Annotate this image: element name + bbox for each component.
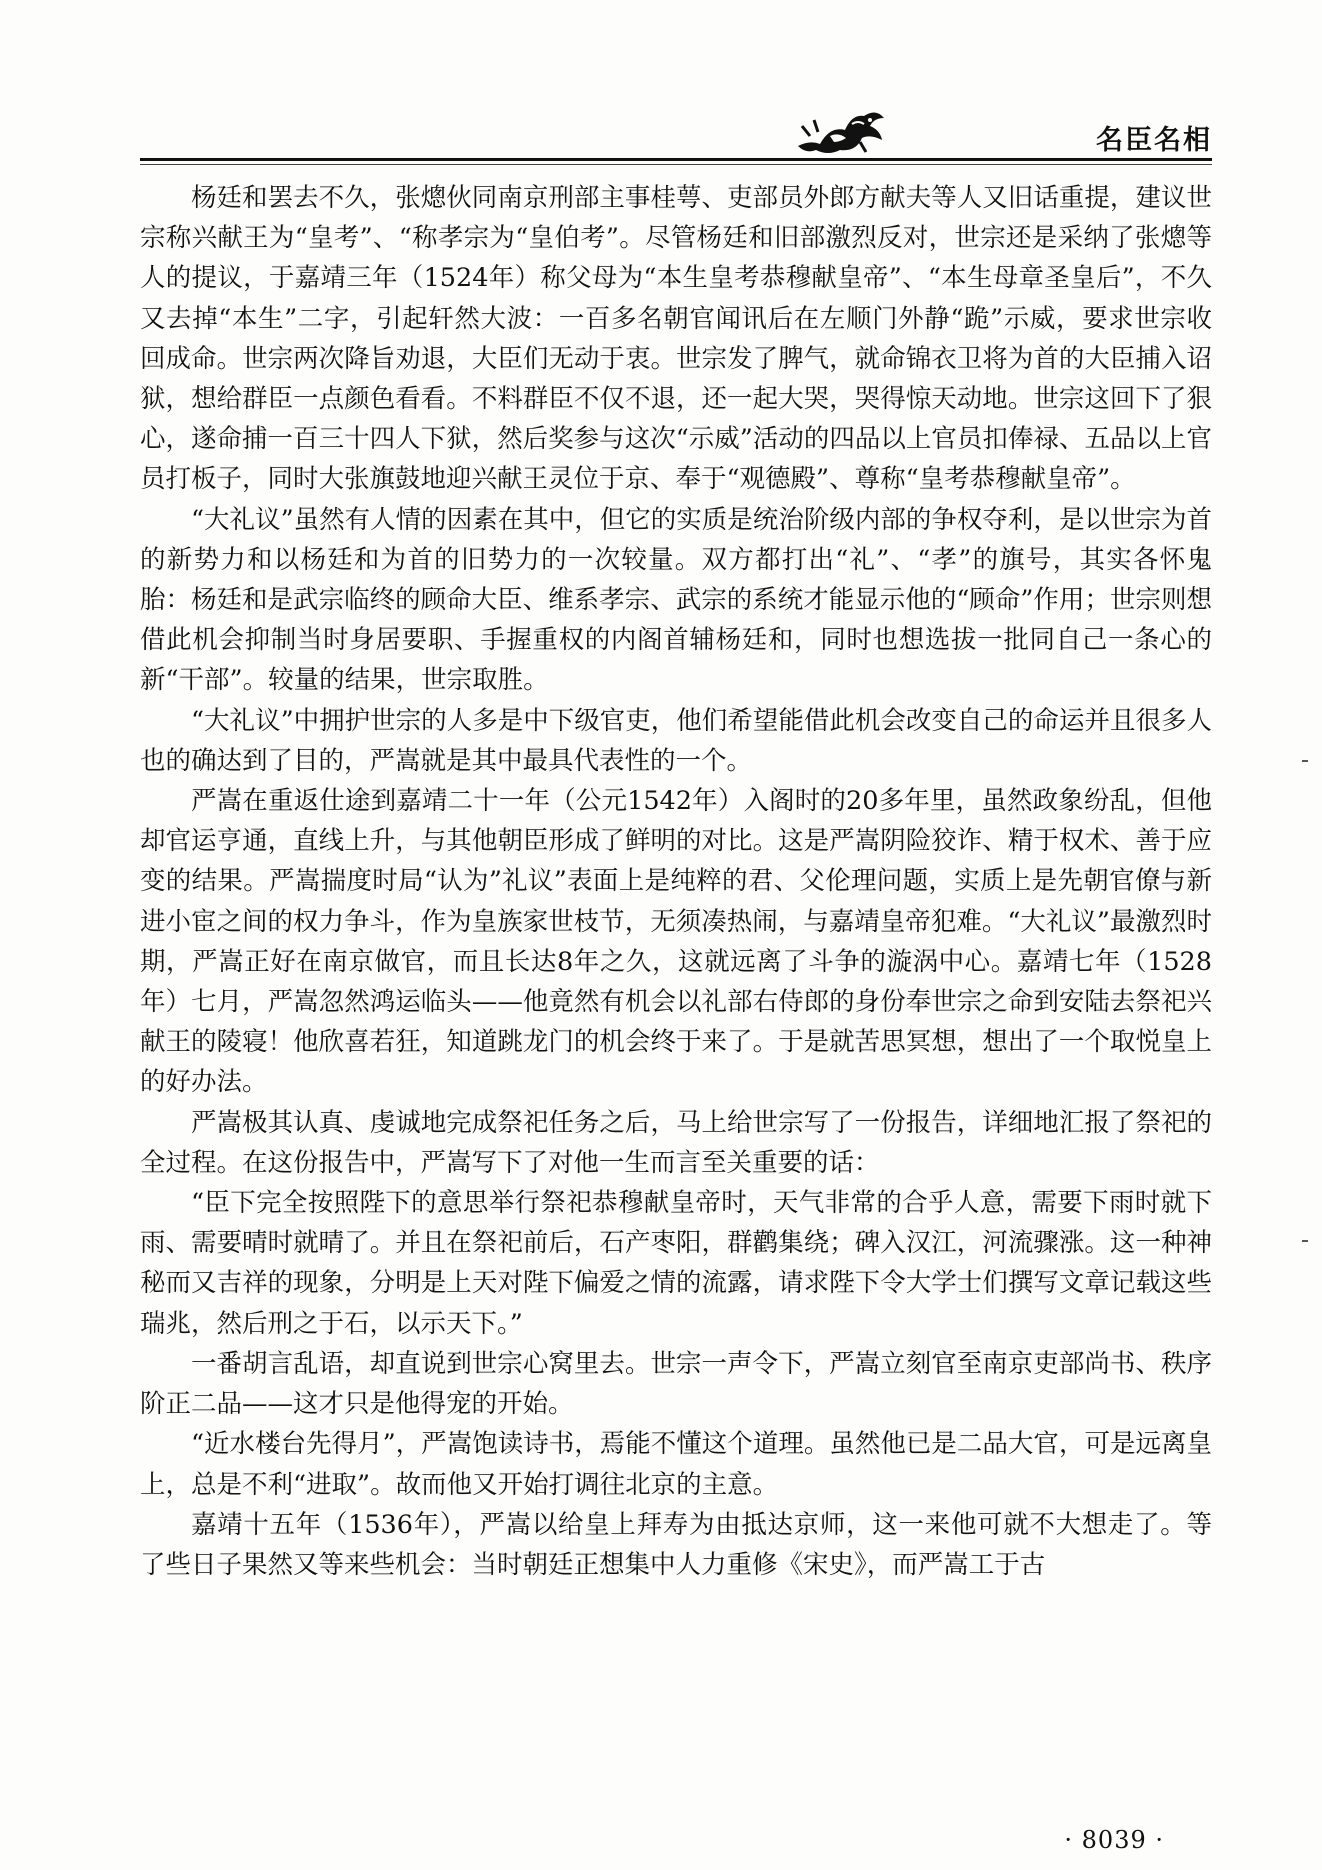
header-rule xyxy=(140,158,1212,161)
paragraph: “大礼议”中拥护世宗的人多是中下级官吏，他们希望能借此机会改变自己的命运并且很多人也的确达到了目的，严嵩就是其中最具代表性的一个。 xyxy=(140,705,1212,776)
scan-edge-mark xyxy=(1302,1240,1308,1242)
section-title: 名臣名相 xyxy=(1096,125,1212,156)
scan-edge-mark xyxy=(1302,760,1308,762)
header-rule-thin xyxy=(140,164,1212,165)
paragraph: 杨廷和罢去不久，张熜伙同南京刑部主事桂萼、吏部员外郎方献夫等人又旧话重提，建议世宗称兴献王为“皇考”、“称孝宗为“皇伯考”。尽管杨廷和旧部激烈反对，世宗还是采纳了张熜等人的提议，于嘉靖三年（1524年）称父母为“本生皇考恭穆献皇帝”、“本生母章圣皇后”，不久又去掉“本生”二字，引起轩然大波：一百多名朝官闻讯后在左顺门外静“跪”示威，要求世宗收回成命。世宗两次降旨劝退，大臣们无动于衷。世宗发了脾气，就命锦衣卫将为首的大臣捕入诏狱，想给群臣一点颜色看看。不料群臣不仅不退，还一起大哭，哭得惊天动地。世宗这回下了狠心，遂命捕一百三十四人下狱，然后奖参与这次“示威”活动的四品以上官员扣俸禄、五品以上官员打板子，同时大张旗鼓地迎兴献王灵位于京、奉于“观德殿”、尊称“皇考恭穆献皇帝”。 xyxy=(140,183,1212,495)
paragraph: 严嵩极其认真、虔诚地完成祭祀任务之后，马上给世宗写了一份报告，详细地汇报了祭祀的全过程。在这份报告中，严嵩写下了对他一生而言至关重要的话： xyxy=(140,1107,1212,1178)
page-number: · 8039 · xyxy=(1064,1826,1164,1854)
paragraph: “臣下完全按照陛下的意思举行祭祀恭穆献皇帝时，天气非常的合乎人意，需要下雨时就下雨、需要晴时就晴了。并且在祭祀前后，石产枣阳，群鹳集绕；碑入汉江，河流骤涨。这一种神秘而又吉祥的现象，分明是上天对陛下偏爱之情的流露，请求陛下令大学士们撰写文章记载这些瑞兆，然后刑之于石，以示天下。” xyxy=(140,1188,1212,1339)
body-text xyxy=(140,178,1212,1585)
paragraph: “近水楼台先得月”，严嵩饱读诗书，焉能不懂这个道理。虽然他已是二品大官，可是远离皇上，总是不利“进取”。故而他又开始打调往北京的主意。 xyxy=(140,1429,1212,1500)
dragon-emblem-icon xyxy=(790,96,890,160)
paragraph: 严嵩在重返仕途到嘉靖二十一年（公元1542年）入阁时的20多年里，虽然政象纷乱，但他却官运亨通，直线上升，与其他朝臣形成了鲜明的对比。这是严嵩阴险狡诈、精于权术、善于应变的结果。严嵩揣度时局“认为”礼议”表面上是纯粹的君、父伦理问题，实质上是先朝官僚与新进小宦之间的权力争斗，作为皇族家世枝节，无须凑热闹，与嘉靖皇帝犯难。“大礼议”最激烈时期，严嵩正好在南京做官，而且长达8年之久，这就远离了斗争的漩涡中心。嘉靖七年（1528年）七月，严嵩忽然鸿运临头——他竟然有机会以礼部右侍郎的身份奉世宗之命到安陆去祭祀兴献王的陵寝！他欣喜若狂，知道跳龙门的机会终于来了。于是就苦思冥想，想出了一个取悦皇上的好办法。 xyxy=(140,786,1212,1098)
paragraph: 嘉靖十五年（1536年），严嵩以给皇上拜寿为由抵达京师，这一来他可就不大想走了。等了些日子果然又等来些机会：当时朝廷正想集中人力重修《宋史》，而严嵩工于古 xyxy=(140,1509,1212,1580)
paragraph: 一番胡言乱语，却直说到世宗心窝里去。世宗一声令下，严嵩立刻官至南京吏部尚书、秩序阶正二品——这才只是他得宠的开始。 xyxy=(140,1348,1212,1420)
paragraph: “大礼议”虽然有人情的因素在其中，但它的实质是统治阶级内部的争权夺利，是以世宗为首的新势力和以杨廷和为首的旧势力的一次较量。双方都打出“礼”、“孝”的旗号，其实各怀鬼胎：杨廷和是武宗临终的顾命大臣、维系孝宗、武宗的系统才能显示他的“顾命”作用；世宗则想借此机会抑制当时身居要职、手握重权的内阁首辅杨廷和，同时也想选拔一批同自己一条心的新“干部”。较量的结果，世宗取胜。 xyxy=(140,504,1212,696)
